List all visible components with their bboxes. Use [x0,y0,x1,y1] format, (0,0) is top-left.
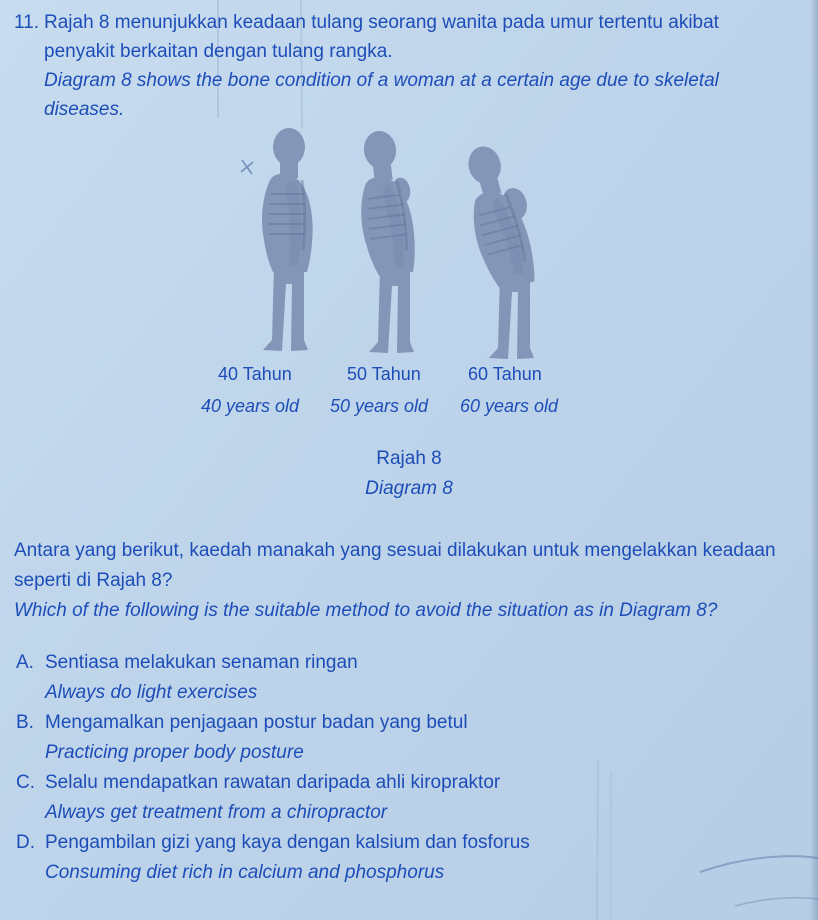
option-a-text-malay: Sentiasa melakukan senaman ringan [45,652,358,673]
option-b-text-malay: Mengamalkan penjagaan postur badan yang betul [45,712,468,733]
age-label-40-malay: 40 Tahun [218,364,292,384]
figure-upper-body [262,128,313,272]
option-a-text-english: Always do light exercises [45,682,258,703]
option-c-letter: C. [16,772,35,793]
question-text-malay: Rajah 8 menunjukkan keadaan tulang seorang wanita pada umur tertentu akibat penyakit berkaitan dengan tulang rangka. [44,12,719,62]
age-label-40-english: 40 years old [201,396,300,416]
figure-40-years-icon [262,128,313,351]
options-list [16,648,816,888]
option-a-letter: A. [16,652,34,673]
figure-upper-body [351,128,420,277]
prompt-block [14,536,786,626]
option-b-letter: B. [16,712,34,733]
age-label-50-english: 50 years old [330,396,429,416]
option-c [16,768,816,828]
age-label-60-english: 60 years old [460,396,559,416]
question-number: 11. [14,12,40,33]
option-d-letter: D. [16,832,35,853]
option-c-text-english: Always get treatment from a chiropractor [45,802,388,823]
figure-legs [369,268,414,353]
option-d [16,828,816,888]
option-a [16,648,816,708]
question-text-english: Diagram 8 shows the bone condition of a woman at a certain age due to skeletal diseases. [44,70,719,120]
option-b-text-english: Practicing proper body posture [45,742,304,763]
bone-diagram [230,112,580,362]
option-d-text-english: Consuming diet rich in calcium and phosphorus [45,862,445,883]
prompt-text-english: Which of the following is the suitable method to avoid the situation as in Diagram 8? [14,600,718,621]
age-label-50-malay: 50 Tahun [347,364,421,384]
age-label-60-malay: 60 Tahun [468,364,542,384]
diagram-caption-english: Diagram 8 [365,478,453,499]
figure-upper-body [454,139,547,293]
stray-pen-mark [241,160,253,174]
diagram-caption-malay: Rajah 8 [376,448,442,469]
figure-legs [263,266,308,351]
option-b [16,708,816,768]
prompt-text-malay: Antara yang berikut, kaedah manakah yang sesuai dilakukan untuk mengelakkan keadaan seperti di Rajah 8? [14,540,776,591]
figure-60-years-icon [454,139,547,359]
question-block [14,8,784,124]
option-c-text-malay: Selalu mendapatkan rawatan daripada ahli kiropraktor [45,772,501,793]
figure-50-years-icon [351,128,420,353]
figure-legs [489,274,534,359]
option-d-text-malay: Pengambilan gizi yang kaya dengan kalsium dan fosforus [45,832,530,853]
